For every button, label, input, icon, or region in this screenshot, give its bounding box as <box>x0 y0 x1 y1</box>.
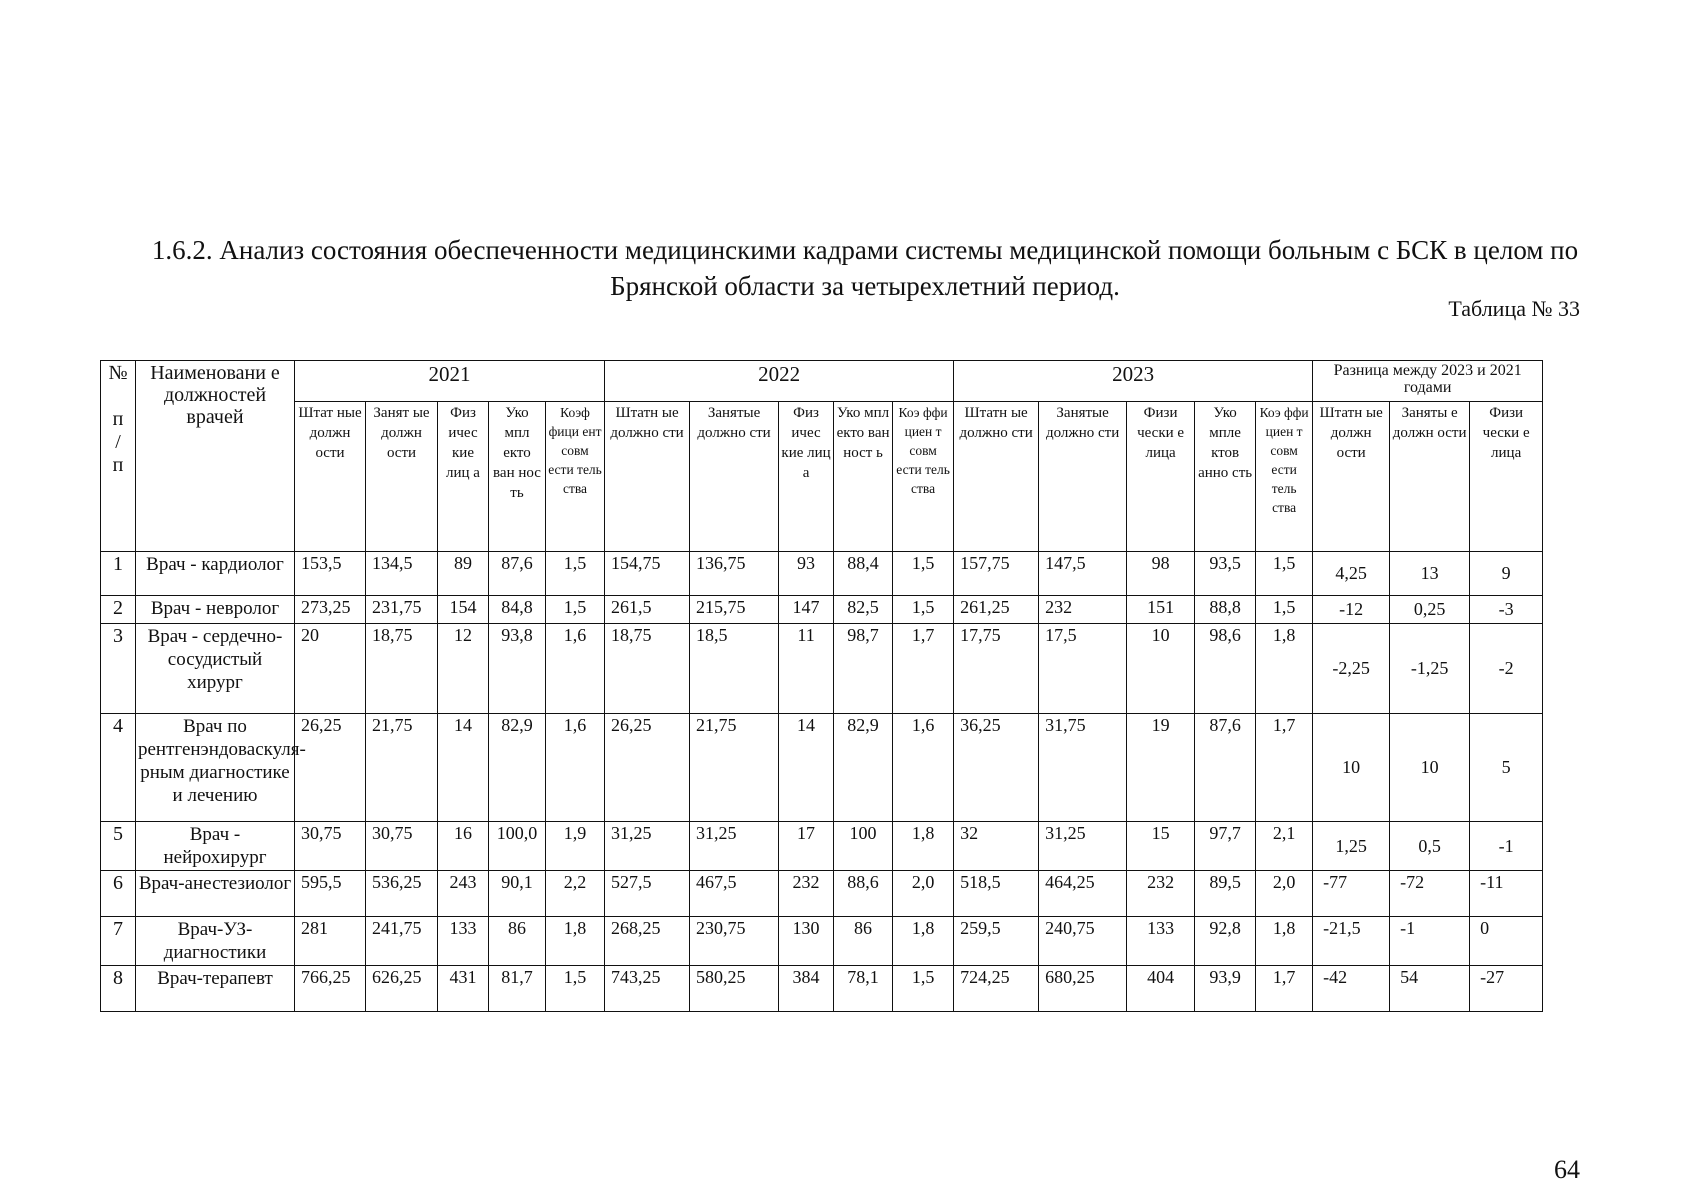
subheader-2021-staffing: Уко мпл екто ван нос ть <box>489 402 546 552</box>
cell-v2023-2: 404 <box>1127 966 1195 1012</box>
cell-v2023-0: 32 <box>954 822 1039 871</box>
cell-v2021-1: 241,75 <box>366 917 438 966</box>
subheader-2022-occupied: Занятые должно сти <box>690 402 779 552</box>
cell-v2023-2: 19 <box>1127 714 1195 822</box>
cell-v2023-1: 680,25 <box>1039 966 1127 1012</box>
row-number: 4 <box>101 714 136 822</box>
cell-v2021-0: 26,25 <box>295 714 366 822</box>
cell-v2022-2: 14 <box>779 714 834 822</box>
cell-v2023-2: 232 <box>1127 871 1195 917</box>
cell-v2022-2: 384 <box>779 966 834 1012</box>
cell-v2022-1: 18,5 <box>690 624 779 714</box>
cell-diff-0: -77 <box>1313 871 1390 917</box>
cell-v2022-4: 1,6 <box>893 714 954 822</box>
cell-diff-1: -72 <box>1390 871 1470 917</box>
cell-diff-2: 5 <box>1470 714 1543 822</box>
cell-diff-2: -2 <box>1470 624 1543 714</box>
cell-diff-2: -1 <box>1470 822 1543 871</box>
cell-v2022-0: 268,25 <box>605 917 690 966</box>
cell-v2022-4: 1,5 <box>893 596 954 624</box>
cell-v2021-2: 12 <box>438 624 489 714</box>
cell-diff-0: 10 <box>1313 714 1390 822</box>
table-row <box>101 624 1543 714</box>
table-row <box>101 822 1543 871</box>
cell-diff-1: 13 <box>1390 552 1470 596</box>
cell-v2021-1: 536,25 <box>366 871 438 917</box>
cell-v2023-3: 97,7 <box>1195 822 1256 871</box>
cell-v2022-0: 26,25 <box>605 714 690 822</box>
cell-v2021-1: 30,75 <box>366 822 438 871</box>
cell-v2022-3: 88,4 <box>834 552 893 596</box>
cell-v2022-0: 154,75 <box>605 552 690 596</box>
row-number: 8 <box>101 966 136 1012</box>
subheader-2023-staffing: Уко мпле ктов анно сть <box>1195 402 1256 552</box>
cell-diff-1: 54 <box>1390 966 1470 1012</box>
cell-v2023-2: 98 <box>1127 552 1195 596</box>
cell-v2021-0: 273,25 <box>295 596 366 624</box>
position-name: Врач-анестезиолог <box>136 871 295 917</box>
cell-v2022-2: 147 <box>779 596 834 624</box>
cell-v2022-3: 82,5 <box>834 596 893 624</box>
row-number: 5 <box>101 822 136 871</box>
position-name: Врач - сердечно-сосудистый хирург <box>136 624 295 714</box>
cell-v2022-4: 1,5 <box>893 966 954 1012</box>
cell-v2023-0: 17,75 <box>954 624 1039 714</box>
cell-diff-2: 0 <box>1470 917 1543 966</box>
cell-v2021-3: 100,0 <box>489 822 546 871</box>
staffing-table <box>100 360 1543 1012</box>
subheader-2023-persons: Физи чески е лица <box>1127 402 1195 552</box>
cell-v2021-3: 87,6 <box>489 552 546 596</box>
cell-v2023-1: 147,5 <box>1039 552 1127 596</box>
cell-v2022-0: 31,25 <box>605 822 690 871</box>
table-row <box>101 552 1543 596</box>
cell-v2021-0: 30,75 <box>295 822 366 871</box>
row-number: 2 <box>101 596 136 624</box>
cell-v2023-1: 464,25 <box>1039 871 1127 917</box>
cell-v2021-0: 153,5 <box>295 552 366 596</box>
cell-v2022-2: 11 <box>779 624 834 714</box>
cell-v2021-1: 134,5 <box>366 552 438 596</box>
cell-v2022-1: 580,25 <box>690 966 779 1012</box>
cell-v2023-1: 17,5 <box>1039 624 1127 714</box>
cell-v2023-4: 1,7 <box>1256 714 1313 822</box>
cell-v2022-0: 261,5 <box>605 596 690 624</box>
cell-diff-0: -2,25 <box>1313 624 1390 714</box>
cell-v2021-4: 1,6 <box>546 714 605 822</box>
subheader-2021-coefficient: Коэф фици ент совм ести тель ства <box>546 402 605 552</box>
header-position: Наименовани е должностей врачей <box>136 361 295 552</box>
cell-v2023-0: 261,25 <box>954 596 1039 624</box>
cell-v2023-4: 1,8 <box>1256 624 1313 714</box>
row-number: 3 <box>101 624 136 714</box>
cell-v2021-4: 2,2 <box>546 871 605 917</box>
cell-v2021-4: 1,5 <box>546 596 605 624</box>
header-year-2021: 2021 <box>295 361 605 402</box>
subheader-diff-occupied: Заняты е должн ости <box>1390 402 1470 552</box>
cell-diff-1: -1 <box>1390 917 1470 966</box>
cell-diff-2: 9 <box>1470 552 1543 596</box>
cell-v2022-1: 21,75 <box>690 714 779 822</box>
cell-diff-0: 4,25 <box>1313 552 1390 596</box>
cell-v2021-3: 82,9 <box>489 714 546 822</box>
cell-v2021-0: 595,5 <box>295 871 366 917</box>
cell-v2021-0: 281 <box>295 917 366 966</box>
cell-v2023-1: 232 <box>1039 596 1127 624</box>
subheader-2021-staff: Штат ные должн ости <box>295 402 366 552</box>
cell-v2021-2: 14 <box>438 714 489 822</box>
position-name: Врач по рентгенэндоваскуля-рным диагностике и лечению <box>136 714 295 822</box>
cell-v2023-4: 1,5 <box>1256 596 1313 624</box>
table-row <box>101 917 1543 966</box>
cell-v2022-4: 2,0 <box>893 871 954 917</box>
cell-diff-2: -11 <box>1470 871 1543 917</box>
cell-v2022-1: 467,5 <box>690 871 779 917</box>
cell-v2021-3: 86 <box>489 917 546 966</box>
cell-v2022-4: 1,8 <box>893 917 954 966</box>
position-name: Врач - невролог <box>136 596 295 624</box>
cell-v2021-4: 1,6 <box>546 624 605 714</box>
cell-v2022-0: 527,5 <box>605 871 690 917</box>
cell-diff-0: 1,25 <box>1313 822 1390 871</box>
header-difference: Разница между 2023 и 2021 годами <box>1313 361 1543 402</box>
subheader-2023-occupied: Занятые должно сти <box>1039 402 1127 552</box>
cell-v2023-3: 87,6 <box>1195 714 1256 822</box>
cell-v2021-1: 231,75 <box>366 596 438 624</box>
cell-v2021-3: 84,8 <box>489 596 546 624</box>
cell-v2023-3: 88,8 <box>1195 596 1256 624</box>
page-number: 64 <box>1554 1155 1580 1184</box>
cell-v2022-4: 1,8 <box>893 822 954 871</box>
cell-v2023-2: 133 <box>1127 917 1195 966</box>
cell-v2022-4: 1,5 <box>893 552 954 596</box>
cell-v2023-0: 36,25 <box>954 714 1039 822</box>
table-row <box>101 596 1543 624</box>
table-row <box>101 871 1543 917</box>
table-row <box>101 714 1543 822</box>
cell-v2023-2: 151 <box>1127 596 1195 624</box>
cell-v2021-3: 90,1 <box>489 871 546 917</box>
cell-diff-2: -3 <box>1470 596 1543 624</box>
cell-v2021-4: 1,5 <box>546 552 605 596</box>
subheader-2021-persons: Физ ичес кие лиц а <box>438 402 489 552</box>
cell-v2021-2: 243 <box>438 871 489 917</box>
cell-v2021-2: 431 <box>438 966 489 1012</box>
cell-diff-1: 10 <box>1390 714 1470 822</box>
cell-v2023-1: 240,75 <box>1039 917 1127 966</box>
cell-v2022-2: 232 <box>779 871 834 917</box>
cell-v2021-4: 1,9 <box>546 822 605 871</box>
cell-v2022-0: 743,25 <box>605 966 690 1012</box>
row-number: 6 <box>101 871 136 917</box>
cell-diff-1: -1,25 <box>1390 624 1470 714</box>
cell-v2023-1: 31,25 <box>1039 822 1127 871</box>
cell-v2022-0: 18,75 <box>605 624 690 714</box>
cell-v2023-0: 518,5 <box>954 871 1039 917</box>
cell-diff-0: -21,5 <box>1313 917 1390 966</box>
cell-v2022-1: 136,75 <box>690 552 779 596</box>
subheader-2022-staffing: Уко мпл екто ван ност ь <box>834 402 893 552</box>
cell-diff-0: -12 <box>1313 596 1390 624</box>
cell-v2023-4: 1,5 <box>1256 552 1313 596</box>
cell-diff-1: 0,5 <box>1390 822 1470 871</box>
header-number: № п / п <box>101 361 136 552</box>
cell-v2022-3: 82,9 <box>834 714 893 822</box>
cell-v2023-3: 93,9 <box>1195 966 1256 1012</box>
cell-v2023-0: 157,75 <box>954 552 1039 596</box>
cell-v2022-3: 78,1 <box>834 966 893 1012</box>
cell-diff-0: -42 <box>1313 966 1390 1012</box>
cell-v2023-0: 724,25 <box>954 966 1039 1012</box>
cell-v2022-2: 130 <box>779 917 834 966</box>
row-number: 1 <box>101 552 136 596</box>
cell-v2021-1: 18,75 <box>366 624 438 714</box>
cell-v2021-1: 626,25 <box>366 966 438 1012</box>
cell-v2023-3: 93,5 <box>1195 552 1256 596</box>
cell-v2023-2: 10 <box>1127 624 1195 714</box>
cell-v2023-4: 1,8 <box>1256 917 1313 966</box>
cell-v2023-4: 2,0 <box>1256 871 1313 917</box>
cell-v2022-2: 93 <box>779 552 834 596</box>
cell-v2021-3: 93,8 <box>489 624 546 714</box>
position-name: Врач - нейрохирург <box>136 822 295 871</box>
cell-v2022-1: 31,25 <box>690 822 779 871</box>
cell-v2022-1: 230,75 <box>690 917 779 966</box>
subheader-diff-persons: Физи чески е лица <box>1470 402 1543 552</box>
cell-v2021-2: 133 <box>438 917 489 966</box>
table-row <box>101 966 1543 1012</box>
cell-v2021-4: 1,5 <box>546 966 605 1012</box>
cell-v2023-2: 15 <box>1127 822 1195 871</box>
subheader-2022-persons: Физ ичес кие лиц а <box>779 402 834 552</box>
row-number: 7 <box>101 917 136 966</box>
table-number: Таблица № 33 <box>1448 296 1580 321</box>
cell-v2021-2: 154 <box>438 596 489 624</box>
subheader-2022-coefficient: Коэ ффи циен т совм ести тель ства <box>893 402 954 552</box>
cell-v2023-0: 259,5 <box>954 917 1039 966</box>
position-name: Врач-УЗ-диагностики <box>136 917 295 966</box>
cell-v2021-1: 21,75 <box>366 714 438 822</box>
cell-v2022-2: 17 <box>779 822 834 871</box>
subheader-2022-staff: Штатн ые должно сти <box>605 402 690 552</box>
cell-v2022-3: 98,7 <box>834 624 893 714</box>
cell-v2022-1: 215,75 <box>690 596 779 624</box>
cell-v2021-4: 1,8 <box>546 917 605 966</box>
cell-v2022-3: 100 <box>834 822 893 871</box>
cell-v2023-3: 92,8 <box>1195 917 1256 966</box>
position-name: Врач-терапевт <box>136 966 295 1012</box>
cell-v2022-3: 88,6 <box>834 871 893 917</box>
cell-v2022-4: 1,7 <box>893 624 954 714</box>
subheader-2021-occupied: Занят ые должн ости <box>366 402 438 552</box>
cell-v2023-3: 98,6 <box>1195 624 1256 714</box>
cell-v2023-1: 31,75 <box>1039 714 1127 822</box>
cell-v2021-3: 81,7 <box>489 966 546 1012</box>
subheader-2023-coefficient: Коэ ффи циен т совм ести тель ства <box>1256 402 1313 552</box>
cell-v2023-4: 1,7 <box>1256 966 1313 1012</box>
cell-v2021-2: 89 <box>438 552 489 596</box>
cell-v2021-2: 16 <box>438 822 489 871</box>
cell-v2022-3: 86 <box>834 917 893 966</box>
header-year-2022: 2022 <box>605 361 954 402</box>
cell-v2021-0: 20 <box>295 624 366 714</box>
position-name: Врач - кардиолог <box>136 552 295 596</box>
subheader-diff-staff: Штатн ые должн ости <box>1313 402 1390 552</box>
cell-diff-1: 0,25 <box>1390 596 1470 624</box>
cell-v2021-0: 766,25 <box>295 966 366 1012</box>
subheader-2023-staff: Штатн ые должно сти <box>954 402 1039 552</box>
section-heading: 1.6.2. Анализ состояния обеспеченности медицинскими кадрами системы медицинской помощи больным с БСК в целом по Брянской области за четырехлетний период. <box>151 235 1579 301</box>
cell-v2023-4: 2,1 <box>1256 822 1313 871</box>
cell-diff-2: -27 <box>1470 966 1543 1012</box>
header-year-2023: 2023 <box>954 361 1313 402</box>
cell-v2023-3: 89,5 <box>1195 871 1256 917</box>
